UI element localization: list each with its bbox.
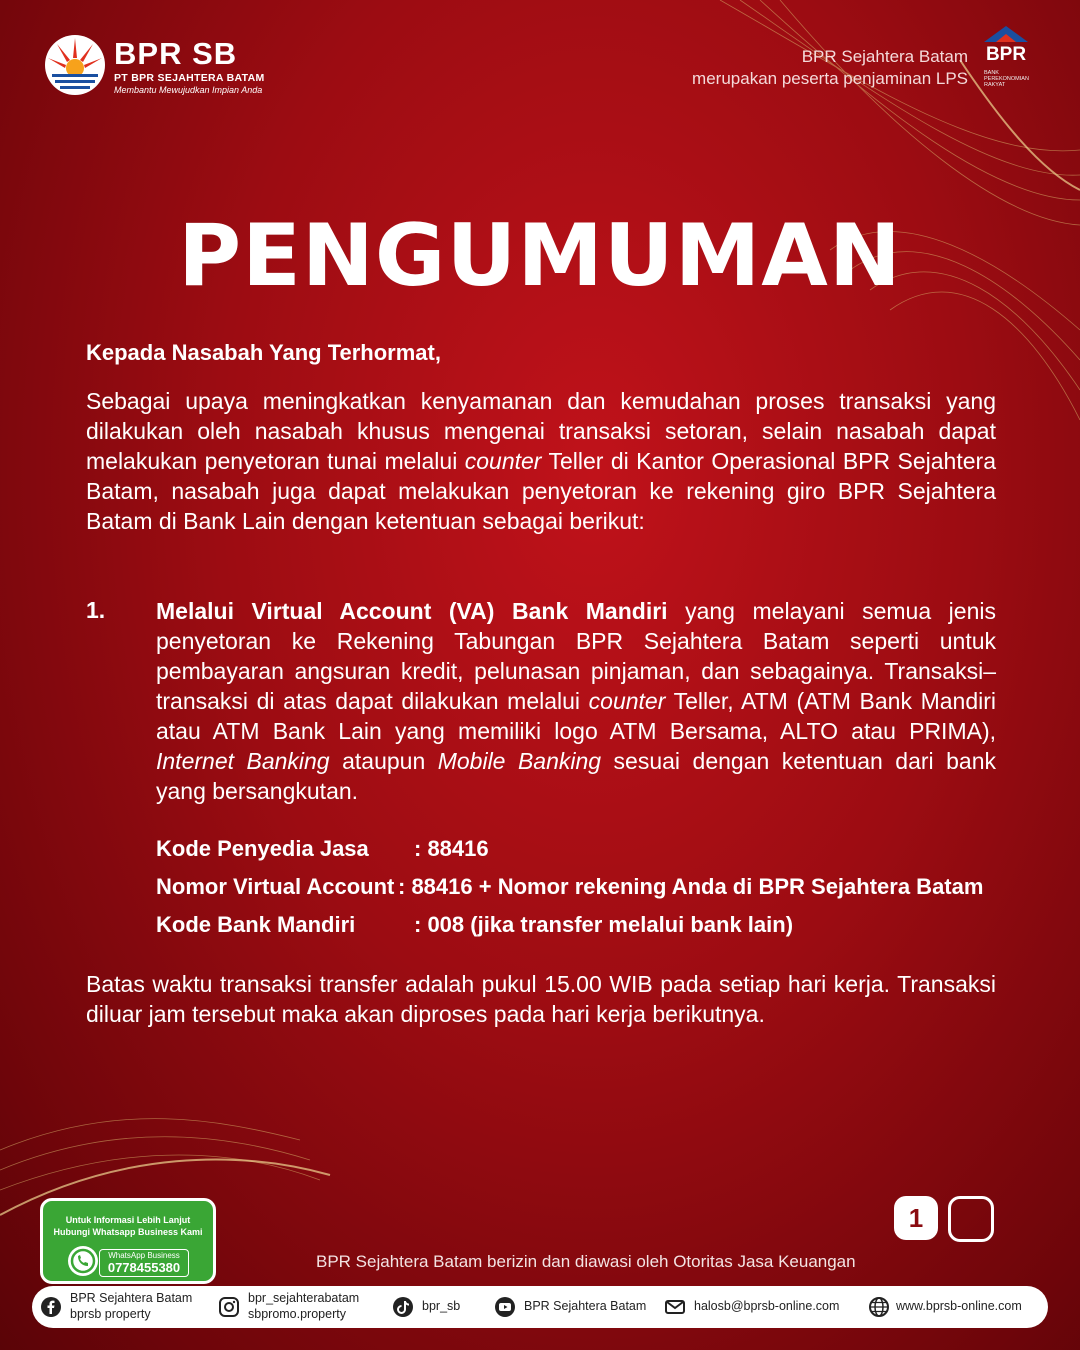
whatsapp-contact-box[interactable] bbox=[40, 1198, 216, 1284]
intro-text-2: Teller di Kantor Operasional BPR Sejahtera Batam, nasabah juga dapat melakukan penyetoran ke rekening giro BPR Sejahtera Batam di Bank Lain dengan ketentuan sebagai berikut: bbox=[86, 448, 996, 534]
wa-info-line-2: Hubungi Whatsapp Business Kami bbox=[53, 1227, 203, 1237]
intro-text-1: Sebagai upaya meningkatkan kenyamanan dan kemudahan proses transaksi yang dilakukan oleh nasabah khusus mengenai transaksi setoran, selain nasabah dapat melakukan penyetoran tunai melalui bbox=[86, 388, 996, 474]
code-label: Kode Penyedia Jasa bbox=[156, 836, 369, 861]
page-title: PENGUMUMAN bbox=[178, 206, 902, 306]
bpr-sb-logo bbox=[44, 34, 284, 98]
license-note: BPR Sejahtera Batam berizin dan diawasi oleh Otoritas Jasa Keuangan bbox=[316, 1252, 856, 1271]
item-text-1: yang melayani semua jenis penyetoran ke Rekening Tabungan BPR Sejahtera Batam seperti untuk pembayaran angsuran kredit, pelunasan pinjaman, dan sebagainya. Transaksi–transaksi di atas dapat dilakukan melalui bbox=[156, 598, 996, 714]
item-text-3: ataupun bbox=[329, 748, 438, 774]
item-italic-1: counter bbox=[588, 688, 666, 714]
youtube-icon bbox=[494, 1296, 516, 1318]
intro-paragraph bbox=[86, 386, 996, 536]
email-address: halosb@bprsb-online.com bbox=[694, 1299, 840, 1313]
badge-roof-icon bbox=[982, 24, 1030, 44]
tiktok-name: bpr_sb bbox=[422, 1299, 461, 1313]
email-icon bbox=[664, 1296, 686, 1318]
company-name: PT BPR SEJAHTERA BATAM bbox=[114, 72, 265, 84]
wa-info-line-1: Untuk Informasi Lebih Lanjut bbox=[65, 1215, 191, 1225]
instagram-icon bbox=[218, 1296, 240, 1318]
page-next[interactable] bbox=[948, 1196, 994, 1242]
deadline-note: Batas waktu transaksi transfer adalah pukul 15.00 WIB pada setiap hari kerja. Transaksi diluar jam tersebut maka akan diproses pada hari kerja berikutnya. bbox=[86, 971, 996, 1027]
list-item bbox=[156, 596, 996, 806]
tiktok-icon bbox=[392, 1296, 414, 1318]
lps-line-1: BPR Sejahtera Batam bbox=[801, 47, 968, 66]
wa-number: 0778455380 bbox=[107, 1260, 181, 1275]
list-number: 1. bbox=[86, 597, 106, 623]
website-url: www.bprsb-online.com bbox=[896, 1299, 1022, 1313]
code-value: : 88416 + Nomor rekening Anda di BPR Sejahtera Batam bbox=[398, 874, 984, 899]
greeting: Kepada Nasabah Yang Terhormat, bbox=[86, 340, 441, 365]
item-text-2: Teller, ATM (ATM Bank Mandiri atau ATM Bank Lain yang memiliki logo ATM Bersama, ALTO atau PRIMA), bbox=[156, 688, 996, 744]
code-label: Kode Bank Mandiri bbox=[156, 912, 356, 937]
wa-number-pill bbox=[99, 1249, 189, 1277]
code-value: : 88416 bbox=[414, 836, 489, 861]
code-value: : 008 (jika transfer melalui bank lain) bbox=[414, 912, 794, 937]
website-link[interactable] bbox=[868, 1286, 1046, 1328]
globe-icon bbox=[868, 1296, 890, 1318]
facebook-icon bbox=[40, 1296, 62, 1318]
intro-italic: counter bbox=[464, 448, 542, 474]
contact-bar bbox=[32, 1286, 1048, 1328]
item-italic-2: Internet Banking bbox=[156, 748, 330, 774]
brand-name: BPR SB bbox=[114, 36, 238, 71]
tiktok-link[interactable] bbox=[392, 1286, 482, 1328]
badge-subtext: BANK PEREKONOMIAN RAKYAT bbox=[984, 70, 1029, 88]
code-label: Nomor Virtual Account bbox=[156, 874, 395, 899]
facebook-name-2: bprsb property bbox=[70, 1307, 151, 1321]
instagram-link[interactable] bbox=[218, 1286, 388, 1328]
bpr-badge bbox=[978, 24, 1034, 92]
youtube-name: BPR Sejahtera Batam bbox=[524, 1299, 647, 1313]
page-current[interactable]: 1 bbox=[894, 1196, 938, 1240]
email-link[interactable] bbox=[664, 1286, 864, 1328]
whatsapp-icon bbox=[67, 1245, 99, 1277]
wa-label: WhatsApp Business bbox=[108, 1251, 180, 1260]
brand-tagline: Membantu Mewujudkan Impian Anda bbox=[114, 85, 263, 95]
lps-notice bbox=[692, 46, 968, 90]
instagram-name-2: sbpromo.property bbox=[248, 1307, 346, 1321]
item-bold: Melalui Virtual Account (VA) Bank Mandiri bbox=[156, 598, 668, 624]
item-text-4: sesuai dengan ketentuan dari bank yang bersangkutan. bbox=[156, 748, 996, 804]
badge-text: BPR bbox=[985, 44, 1027, 65]
lps-line-2: merupakan peserta penjaminan LPS bbox=[692, 69, 968, 88]
facebook-link[interactable] bbox=[40, 1286, 210, 1328]
youtube-link[interactable] bbox=[494, 1286, 664, 1328]
facebook-name-1: BPR Sejahtera Batam bbox=[70, 1291, 193, 1305]
item-italic-3: Mobile Banking bbox=[437, 748, 602, 774]
instagram-name-1: bpr_sejahterabatam bbox=[248, 1291, 360, 1305]
logo-sun-icon bbox=[44, 34, 106, 96]
